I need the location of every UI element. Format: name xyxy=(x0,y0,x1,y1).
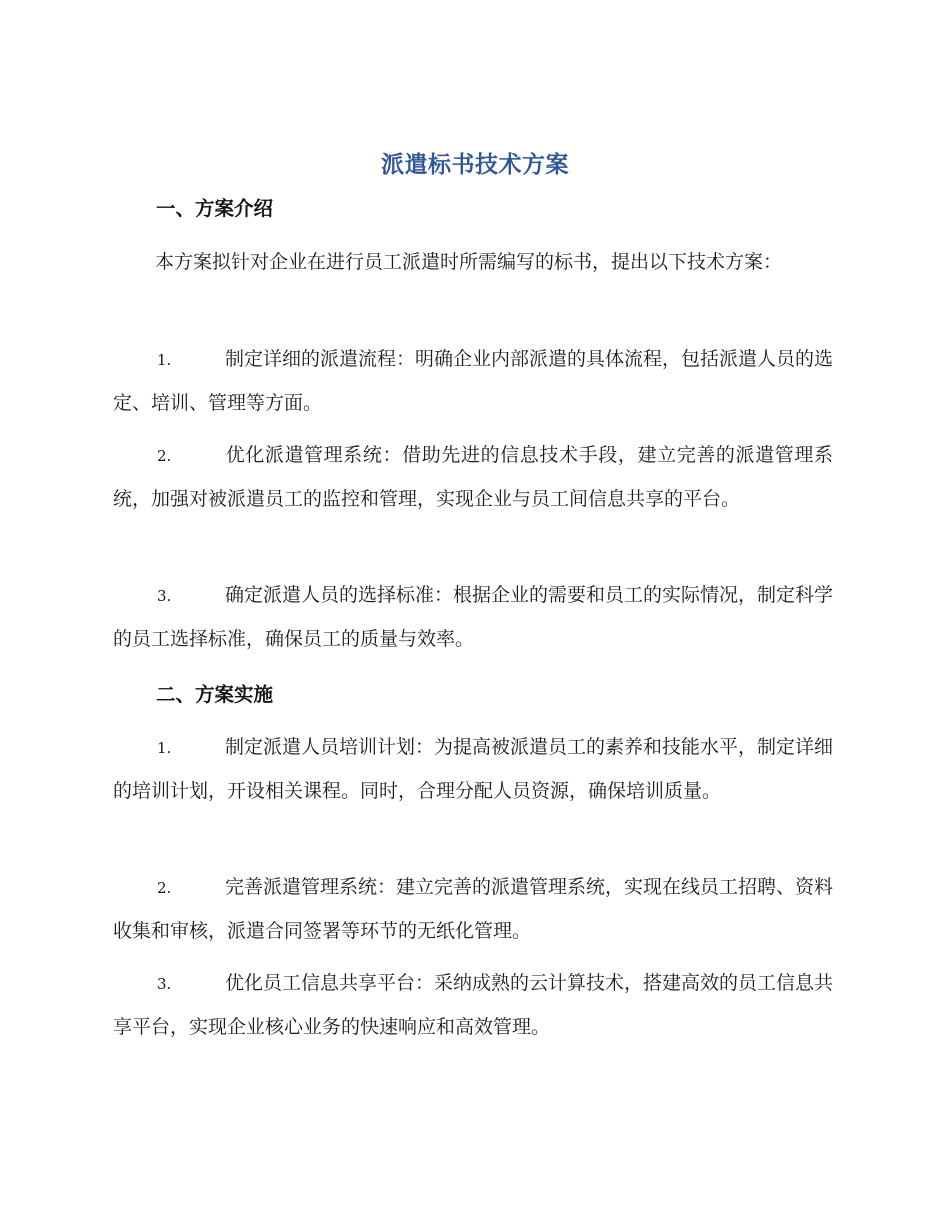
list-item xyxy=(113,338,833,425)
list-item-text: 确定派遣人员的选择标准：根据企业的需要和员工的实际情况，制定科学的员工选择标准，确保员工的质量与效率。 xyxy=(113,584,834,650)
list-item-text: 制定派遣人员培训计划：为提高被派遣员工的素养和技能水平，制定详细的培训计划，开设相关课程。同时，合理分配人员资源，确保培训质量。 xyxy=(113,736,834,802)
list-item xyxy=(113,962,833,1049)
list-item-number: 2. xyxy=(157,879,172,897)
list-item-text: 制定详细的派遣流程：明确企业内部派遣的具体流程，包括派遣人员的选定、培训、管理等方面。 xyxy=(113,348,834,414)
list-item xyxy=(113,434,833,521)
intro-paragraph: 本方案拟针对企业在进行员工派遣时所需编写的标书，提出以下技术方案： xyxy=(155,251,783,273)
list-item-text: 优化派遣管理系统：借助先进的信息技术手段，建立完善的派遣管理系统，加强对被派遣员工的监控和管理，实现企业与员工间信息共享的平台。 xyxy=(113,444,833,510)
list-item-number: 1. xyxy=(157,739,172,757)
list-item-number: 3. xyxy=(157,587,172,605)
section-heading-introduction: 一、方案介绍 xyxy=(156,197,274,220)
section-heading-implementation: 二、方案实施 xyxy=(156,683,274,706)
list-item-text: 优化员工信息共享平台：采纳成熟的云计算技术，搭建高效的员工信息共享平台，实现企业核心业务的快速响应和高效管理。 xyxy=(113,972,834,1038)
list-item-text: 完善派遣管理系统：建立完善的派遣管理系统，实现在线员工招聘、资料收集和审核，派遣合同签署等环节的无纸化管理。 xyxy=(113,876,834,942)
list-item xyxy=(113,726,833,813)
list-item-number: 2. xyxy=(157,447,172,465)
list-item xyxy=(113,574,833,661)
list-item-number: 3. xyxy=(157,975,172,993)
document-title: 派遣标书技术方案 xyxy=(381,152,569,178)
list-item-number: 1. xyxy=(157,351,172,369)
list-item xyxy=(113,866,833,953)
